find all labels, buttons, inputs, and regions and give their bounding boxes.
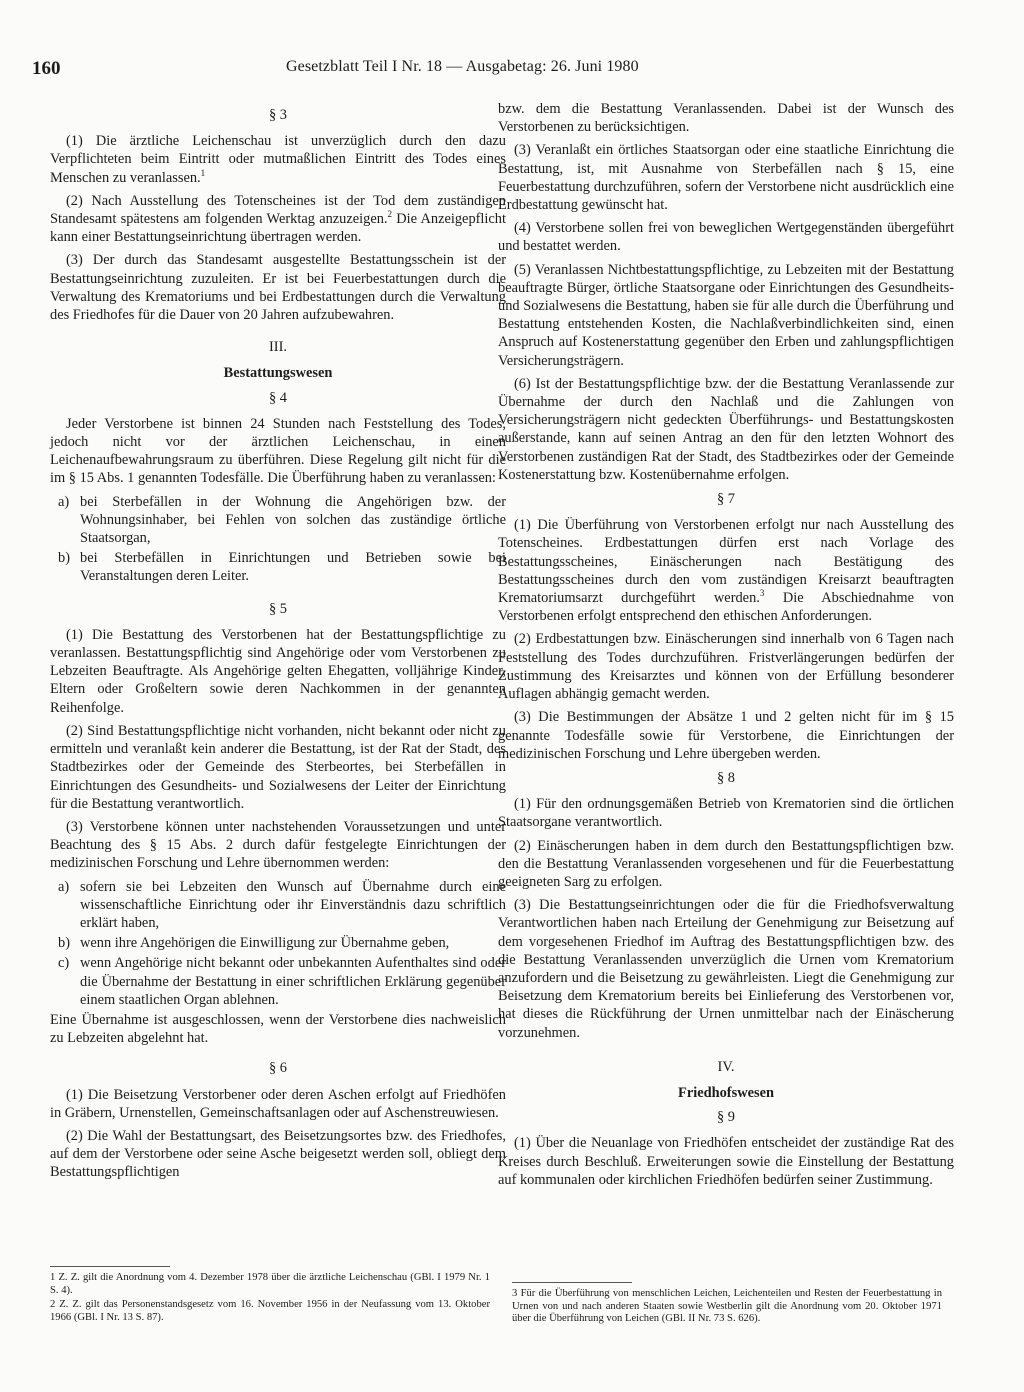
list-text: bei Sterbefällen in Einrichtungen und Betrieben sowie bei Veranstaltungen deren Leiter.: [80, 550, 506, 585]
paragraph-6-5: (5) Veranlassen Nichtbestattungspflichtige, zu Lebzeiten mit der Bestattung beauftragte Bürger, örtliche Staatsorgane oder Einrichtungen des Gesundheits- und Sozialwesens die Bestattung, haben sie für alle durch die Überführung und Bestattung entstehenden Kosten, die Nachlaßverbindlichkeiten sind, einen Anspruch auf Kostenerstattung gegenüber den Erben und zahlungspflichtigen Versicherungsträgern.: [498, 261, 954, 369]
paragraph-mark-3: § 3: [269, 107, 287, 123]
paragraph-mark-6: § 6: [269, 1060, 287, 1077]
list-item: [50, 934, 506, 952]
footnote-ref-3: 3: [759, 588, 765, 599]
list-label: b): [58, 935, 70, 952]
paragraph-mark-9: § 9: [717, 1109, 735, 1126]
page-number: 160: [32, 58, 61, 79]
paragraph-9-1: (1) Über die Neuanlage von Friedhöfen entscheidet der zuständige Rat des Kreises durch Beschluß. Erweiterungen sowie die Einstellung der Bestattung auf kommunalen oder kirchlichen Friedhöfen bedürfen seiner Zustimmung.: [498, 1135, 954, 1188]
paragraph-5-3: (3) Verstorbene können unter nachstehenden Voraussetzungen und unter Beachtung des § 15 Abs. 2 durch dafür festgelegte Einrichtungen der medizinischen Forschung und Lehre übernommen werden:: [50, 818, 506, 872]
paragraph-3-2: [50, 192, 506, 247]
text-run: (1) Die Überführung von Verstorbenen erfolgt nur nach Ausstellung des Totenscheines. Erdbestattungen dürfen erst nach Vorlage des Bestattungsscheines, Einäscherungen nach Bestätigung des Bestattungsscheines durch den vom zuständigen Kreisarzt beauftragten Krematoriumsarzt durchgeführt werden.: [498, 517, 954, 607]
left-column: [50, 100, 506, 1187]
paragraph-mark-8: § 8: [717, 769, 735, 786]
list-label: a): [58, 493, 70, 510]
section-title-friedhofswesen: Friedhofswesen: [678, 1084, 774, 1101]
text-run: Die Abschiednahme von Verstorbenen erfolgt entsprechend den ethischen Anforderungen.: [498, 590, 955, 625]
list-text: wenn Angehörige nicht bekannt oder unbekannten Aufenthaltes sind oder die Übernahme der Bestattung in einer schriftlichen Erklärung gegenüber einem staatlichen Organ ablehnen.: [80, 955, 506, 1008]
page-header: [32, 58, 700, 84]
footnotes-right: [512, 1288, 942, 1328]
paragraph-7-1: [498, 516, 954, 625]
paragraph-6-3: (3) Veranlaßt ein örtliches Staatsorgan oder eine staatliche Einrichtung die Bestattung, ist, mit Ausnahme von Sterbefällen nach § 15, eine Feuerbestattung durchzuführen, sofern der Verstorbene nicht ausdrücklich eine Erdbestattung gewünscht hat.: [498, 142, 954, 214]
paragraph-7-2: (2) Erdbestattungen bzw. Einäscherungen sind innerhalb von 6 Tagen nach Feststellung des Todes durchzuführen. Fristverlängerungen bedürfen der Zustimmung des Kreisarztes und können von der Erfüllung besonderer Auflagen abhängig gemacht werden.: [498, 631, 954, 703]
list-item: [50, 549, 506, 585]
paragraph-6-2: (2) Die Wahl der Bestattungsart, des Beisetzungsortes bzw. des Friedhofes, auf dem der Verstorbene oder seine Asche beigesetzt werden soll, obliegt dem Bestattungspflichtigen: [50, 1127, 506, 1181]
text-run: (1) Die ärztliche Leichenschau ist unverzüglich durch den dazu Verpflichteten beim Eintritt oder mutmaßlichen Eintritt des Todes eines Menschen zu veranlassen.: [50, 133, 506, 186]
text-run: Die Anzeigepflicht kann einer Bestattungseinrichtung übertragen werden.: [50, 211, 507, 246]
paragraph-8-3: (3) Die Bestattungseinrichtungen oder die für die Friedhofsverwaltung Verantwortlichen haben nach Erteilung der Genehmigung zur Beisetzung auf dem vorgesehenen Friedhof im Auftrag des Bestattungspflichtigen bzw. des die Bestattung Veranlassenden unverzüglich die Urnen vom Krematorium anzufordern und die Beisetzung zu gewährleisten. Liegt die Genehmigung zur Beisetzung dem Krematorium bereits bei Einlieferung des Verstorbenen vor, hat dieses die Rückführung der Urnen unmittelbar nach der Einäscherung vorzunehmen.: [498, 897, 954, 1041]
paragraph-8-2: (2) Einäscherungen haben in dem durch den Bestattungspflichtigen bzw. den die Bestattung Veranlassenden vorgesehenen und für die Feuerbestattung geeigneten Sarg zu erfolgen.: [498, 837, 954, 890]
section-title-bestattungswesen: Bestattungswesen: [223, 365, 333, 382]
paragraph-mark-4: § 4: [269, 389, 287, 406]
paragraph-4: Jeder Verstorbene ist binnen 24 Stunden nach Feststellung des Todes, jedoch nicht vor der ärztlichen Leichenschau, in einen Leichenaufbewahrungsraum zu überführen. Diese Regelung gilt nicht für die im § 15 Abs. 1 genannten Todesfälle. Die Überführung haben zu veranlassen:: [50, 415, 506, 487]
list-label: b): [58, 550, 70, 567]
text-run: (2) Nach Ausstellung des Totenscheines ist der Tod dem zuständigen Standesamt spätestens am folgenden Werktag anzuzeigen.: [50, 192, 506, 228]
list-item: [50, 878, 506, 933]
footnote-1: 1 Z. Z. gilt die Anordnung vom 4. Dezember 1978 über die ärztliche Leichenschau (GBl. I 1979 Nr. 1 S. 4).: [50, 1272, 490, 1296]
paragraph-3-3: (3) Der durch das Standesamt ausgestellte Bestattungsschein ist der Bestattungseinrichtung zuzuleiten. Er ist bei Feuerbestattungen durch die Verwaltung des Krematoriums und bei Erdbestattungen durch die Verwaltung des Friedhofes für die Dauer von 20 Jahren aufzubewahren.: [50, 252, 506, 324]
footnote-divider: [50, 1266, 170, 1267]
paragraph-5-3-end: Eine Übernahme ist ausgeschlossen, wenn der Verstorbene dies nachweislich zu Lebzeiten abgelehnt hat.: [50, 1011, 506, 1047]
paragraph-6-4: (4) Verstorbene sollen frei von beweglichen Wertgegenständen übergeführt und bestattet werden.: [498, 220, 954, 255]
footnotes-left: [50, 1272, 490, 1326]
paragraph-6-6: (6) Ist der Bestattungspflichtige bzw. der die Bestattung Veranlassende zur Übernahme der durch den Nachlaß und die Zahlungen von Versicherungsträgern nicht gedeckten Überführungs- und Bestattungskosten außerstande, kann auf seinen Antrag an den für den letzten Wohnort des Verstorbenen zuständigen Rat der Stadt, des Stadtbezirkes oder der Gemeinde Kostenerstattung bzw. Kostenübernahme erfolgen.: [498, 375, 954, 483]
section-number-iv: IV.: [717, 1058, 735, 1075]
paragraph-7-3: (3) Die Bestimmungen der Absätze 1 und 2 gelten nicht für im § 15 genannte Todesfälle sowie für Verstorbene, die Einrichtungen der medizinischen Forschung und Lehre übergeben werden.: [498, 709, 954, 762]
section-number-iii: III.: [269, 339, 287, 356]
footnote-2: 2 Z. Z. gilt das Personenstandsgesetz vom 16. November 1956 in der Neufassung vom 13. Oktober 1966 (GBl. I Nr. 13 S. 87).: [50, 1299, 490, 1323]
paragraph-8-1: (1) Für den ordnungsgemäßen Betrieb von Krematorien sind die örtlichen Staatsorgane verantwortlich.: [498, 796, 954, 831]
running-title: Gesetzblatt Teil I Nr. 18 — Ausgabetag: 26. Juni 1980: [286, 58, 639, 75]
footnote-3: 3 Für die Überführung von menschlichen Leichen, Leichenteilen und Resten der Feuerbestattung in Urnen von und nach anderen Staaten sowie Westberlin gilt die Anordnung vom 20. Oktober 1971 über die Überführung von Leichen (GBl. II Nr. 73 S. 626).: [512, 1288, 942, 1325]
right-column: [498, 100, 954, 1194]
list-text: sofern sie bei Lebzeiten den Wunsch auf Übernahme durch eine wissenschaftliche Einrichtung oder ihr Einverständnis dazu schriftlich erklärt haben,: [80, 878, 506, 931]
list-label: a): [58, 878, 70, 895]
list-label: c): [58, 955, 70, 972]
paragraph-6-1: (1) Die Beisetzung Verstorbener oder deren Aschen erfolgt auf Friedhöfen in Gräbern, Urnenstellen, Gemeinschaftsanlagen oder auf Aschenstreuwiesen.: [50, 1086, 506, 1121]
paragraph-5-2: (2) Sind Bestattungspflichtige nicht vorhanden, nicht bekannt oder nicht zu ermitteln und veranlaßt kein anderer die Bestattung, ist der Rat der Stadt, des Stadtbezirkes oder der Gemeinde des Sterbeortes, bei Sterbefällen in Einrichtungen des Gesundheits- und Sozialwesens der Leiter der Einrichtung für die Bestattung verantwortlich.: [50, 722, 506, 812]
paragraph-5-1: (1) Die Bestattung des Verstorbenen hat der Bestattungspflichtige zu veranlassen. Bestattungspflichtig sind Angehörige oder vom Verstorbenen zu Lebzeiten Beauftragte. Als Angehörige gelten Ehegatten, volljährige Kinder, Eltern oder Großeltern sowie deren Nachkommen in der genannten Reihenfolge.: [50, 626, 506, 716]
paragraph-6-2-continued: bzw. dem die Bestattung Veranlassenden. Dabei ist der Wunsch des Verstorbenen zu berücksichtigen.: [498, 101, 954, 136]
list-text: bei Sterbefällen in der Wohnung die Angehörigen bzw. der Wohnungsinhaber, bei Fehlen von solchen das zuständige örtliche Staatsorgan,: [80, 493, 506, 547]
list-text: wenn ihre Angehörigen die Einwilligung zur Übernahme geben,: [80, 935, 450, 952]
paragraph-3-1: [50, 132, 506, 187]
footnote-ref-2: 2: [387, 209, 393, 220]
paragraph-mark-5: § 5: [269, 600, 287, 617]
footnote-ref-1: 1: [200, 167, 206, 178]
footnote-divider: [512, 1282, 632, 1283]
list-item: [50, 954, 506, 1009]
list-item: [50, 493, 506, 548]
paragraph-mark-7: § 7: [717, 491, 735, 508]
